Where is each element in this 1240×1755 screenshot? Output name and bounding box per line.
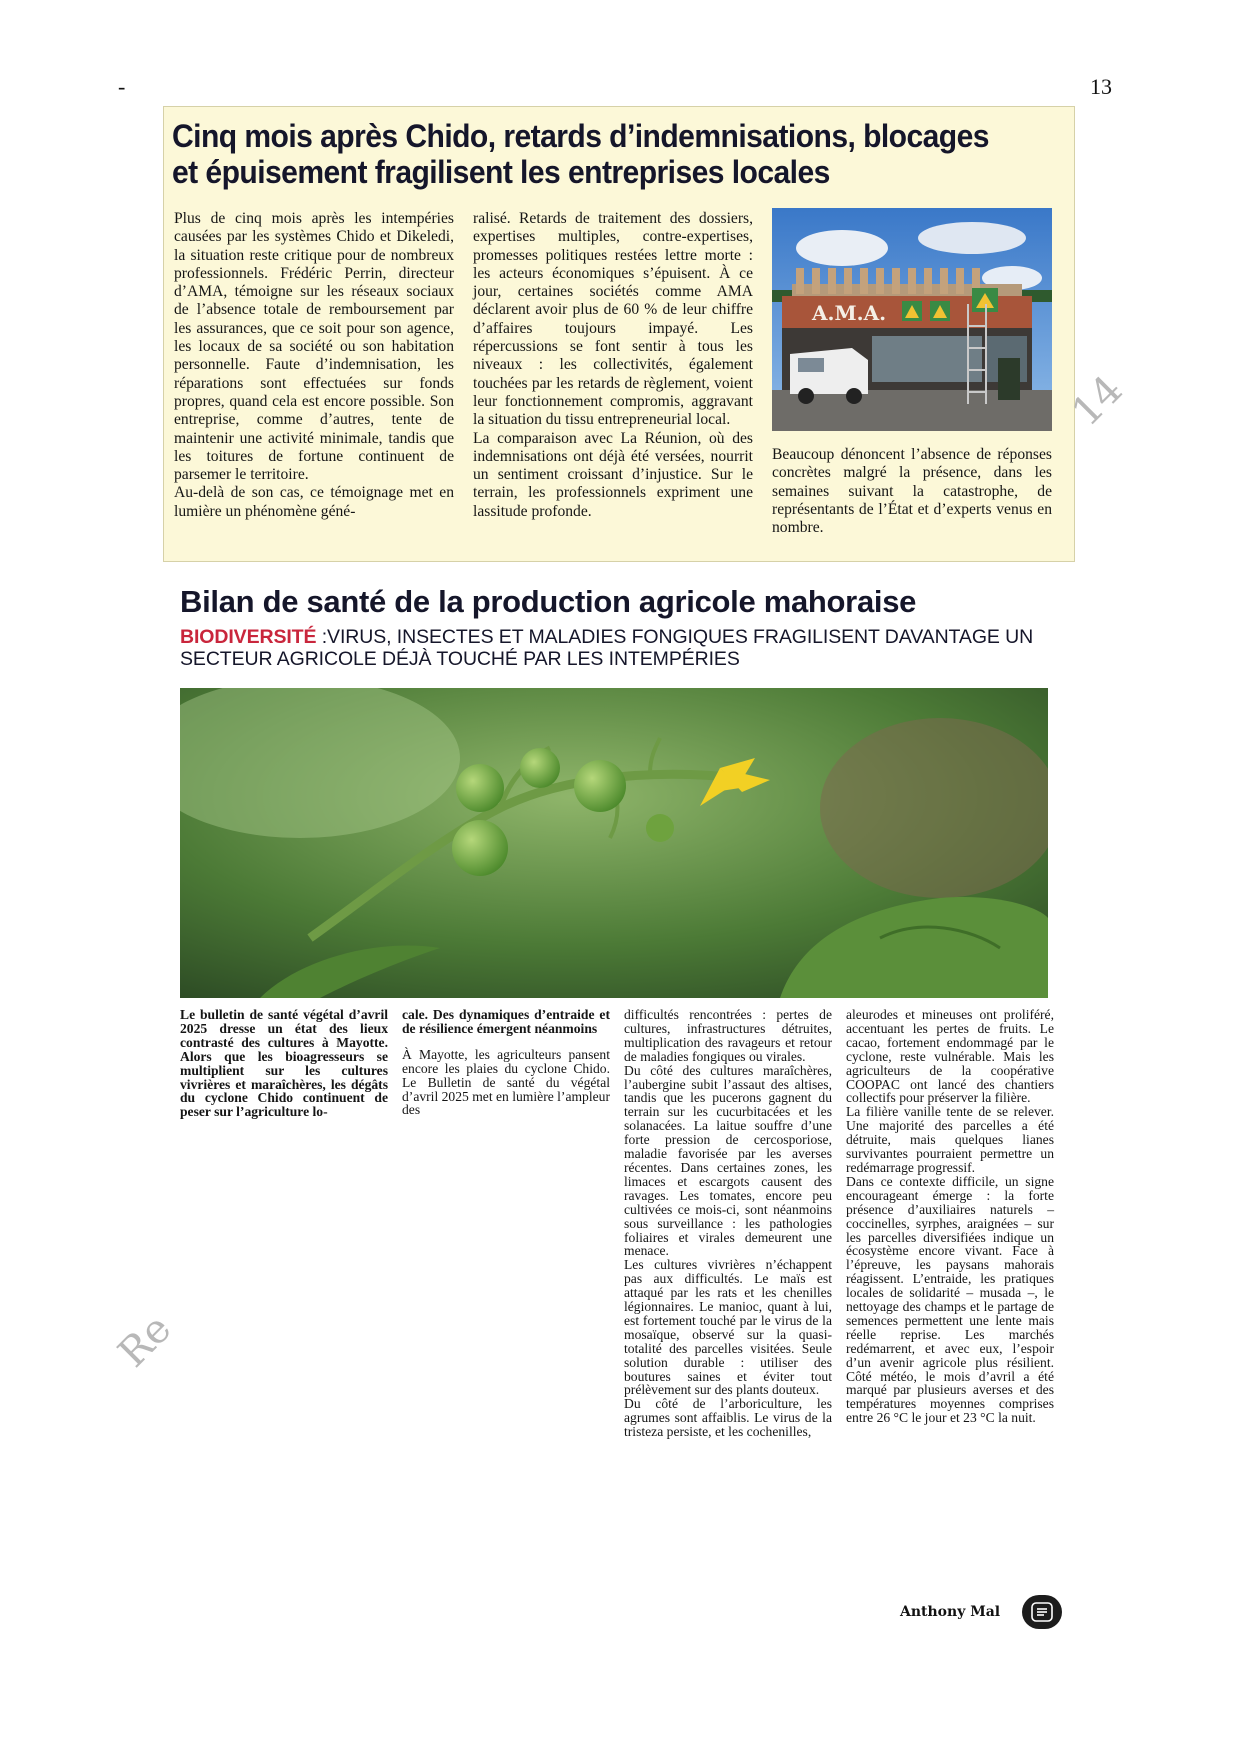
article2-column-4 <box>846 1008 1054 1425</box>
paragraph: La comparaison avec La Réunion, où des indemnisations ont déjà été versées, nourrit un sentiment croissant d’injustice. Sur le terrain, les professionnels expriment une lassitude profonde. <box>473 429 753 520</box>
article2-subtitle <box>180 626 1060 670</box>
menu-icon[interactable] <box>1022 1595 1062 1629</box>
paragraph: aleurodes et mineuses ont proliféré, accentuant les pertes de fruits. Le cacao, fortement endommagé par le cyclone, reste vulnérable. Mais les agriculteurs de la coopérative COOPAC ont lancé des chantiers collectifs pour préserver la filière. <box>846 1007 1054 1106</box>
article2-column-3 <box>624 1008 832 1439</box>
article2-subtitle-text: :VIRUS, INSECTES ET MALADIES FONGIQUES FRAGILISENT DAVANTAGE UN SECTEUR AGRICOLE DÉJÀ TOUCHÉ PAR LES INTEMPÉRIES <box>180 626 1034 670</box>
paragraph: Les cultures vivrières n’échappent pas aux difficultés. Le maïs est attaqué par les rats et les chenilles légionnaires. Le manioc, quant à lui, est fortement touché par le virus de la mosaïque, observé sur la quasi-totalité des parcelles visitées. Seule solution durable : utiliser des boutures saines et éviter tout prélèvement sur des plants douteux. <box>624 1257 832 1398</box>
paragraph: Au-delà de son cas, ce témoignage met en lumière un phénomène géné- <box>174 484 454 520</box>
article1-title: Cinq mois après Chido, retards d’indemnisations, blocages et épuisement fragilisent les entreprises locales <box>172 118 989 190</box>
ama-storefront-photo <box>772 208 1052 431</box>
article2-title: Bilan de santé de la production agricole mahoraise <box>180 584 917 619</box>
paragraph: Du côté de l’arboriculture, les agrumes sont affaiblis. Le virus de la tristeza persiste, et les cochenilles, <box>624 1396 832 1440</box>
ama-sign: A.M.A. <box>812 301 887 325</box>
article1-column-1 <box>174 210 454 521</box>
watermark-left: Re <box>109 1305 181 1377</box>
tomato-plant-photo <box>180 688 1048 998</box>
watermark-right: 14 <box>1063 366 1132 436</box>
article1-column-3: Beaucoup dénoncent l’absence de réponses concrètes malgré la présence, dans les semaines suivant la catastrophe, de représentants de l’État et d’experts venus en nombre. <box>772 446 1052 537</box>
article1-column-2 <box>473 210 753 521</box>
page-dash: - <box>118 74 126 99</box>
paragraph: La filière vanille tente de se relever. Une majorité des parcelles a été détruite, mais quelques lianes survivantes pourraient permettre un redémarrage progressif. <box>846 1104 1054 1175</box>
article2-author: Anthony Mal <box>900 1604 1001 1620</box>
page-number: 13 <box>1090 74 1112 99</box>
paragraph: Du côté des cultures maraîchères, l’aubergine subit l’assaut des altises, tandis que les pucerons gagnent du terrain sur les cucurbitacées et les solanacées. La laitue souffre d’une forte pression de cercosporiose, maladie favorisée par les averses récentes. Dans certaines zones, les limaces et escargots causent des ravages. Les tomates, encore peu cultivées ce mois-ci, sont néanmoins sous surveillance : les pathologies foliaires et virales demeurent une menace. <box>624 1062 832 1259</box>
paragraph: Plus de cinq mois après les intempéries causées par les systèmes Chido et Dikeledi, la situation reste critique pour de nombreux professionnels. Frédéric Perrin, directeur d’AMA, témoigne sur les réseaux sociaux de l’absence totale de remboursement par les assurances, que ce soit pour son agence, les locaux de sa société ou son habitation personnelle. Faute d’indemnisation, les réparations sont effectuées sur fonds propres, quand cela est encore possible. Son entreprise, comme d’autres, tente de maintenir une activité minimale, tandis que les toitures de fortune continuent de parsemer le territoire. <box>174 210 454 484</box>
article2-column-2 <box>402 1008 610 1117</box>
paragraph-lead: cale. Des dynamiques d’entraide et de résilience émergent néanmoins <box>402 1007 610 1036</box>
paragraph: ralisé. Retards de traitement des dossiers, expertises multiples, contre-expertises, promesses politiques restées lettre morte : les acteurs économiques s’épuisent. À ce jour, certaines sociétés comme AMA déclarent avoir plus de 60 % de leur chiffre d’affaires toujours impayé. Les répercussions se font sentir à tous les niveaux : les collectivités, également touchées par les retards de règlement, voient leur fonctionnement compromis, aggravant la situation du tissu entrepreneurial local. <box>473 210 753 429</box>
paragraph: difficultés rencontrées : pertes de cultures, infrastructures détruites, multiplication des ravageurs et retour de maladies fongiques ou virales. <box>624 1007 832 1064</box>
paragraph: À Mayotte, les agriculteurs pansent encore les plaies du cyclone Chido. Le Bulletin de santé du végétal d’avril 2025 met en lumière l’ampleur des <box>402 1046 610 1118</box>
article2-column-1: Le bulletin de santé végétal d’avril 2025 dresse un état des lieux contrasté des cultures à Mayotte. Alors que les bioagresseurs se multiplient sur les cultures vivrières et maraîchères, les dégâts du cyclone Chido continuent de peser sur l’agriculture lo- <box>180 1007 388 1120</box>
article2-kicker: BIODIVERSITÉ <box>180 626 317 648</box>
paragraph: Dans ce contexte difficile, un signe encourageant émerge : la forte présence d’auxiliaires naturels – coccinelles, syrphes, araignées – sur les parcelles diversifiées indique un écosystème encore vivant. Face à l’épreuve, les paysans mahorais réagissent. L’entraide, les pratiques locales de solidarité – musada –, le nettoyage des champs et le partage de semences permettent une lente mais réelle reprise. Les marchés redémarrent, et avec eux, l’espoir d’un avenir agricole plus résilient. Côté météo, le mois d’avril a été marqué par plusieurs averses et des températures moyennes comprises entre 26 °C le jour et 23 °C la nuit. <box>846 1173 1054 1426</box>
